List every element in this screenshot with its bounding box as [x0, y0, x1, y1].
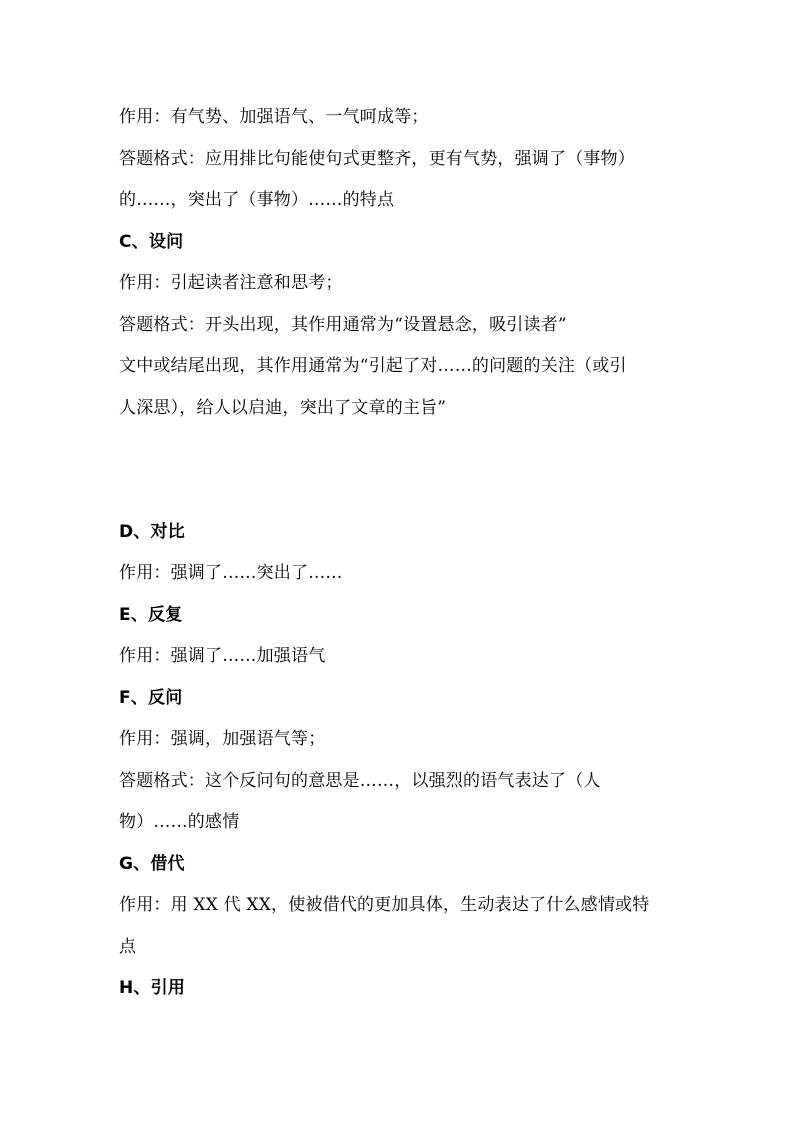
- text-line: 的……，突出了（事物）……的特点: [119, 190, 395, 210]
- text-line: 作用：有气势、加强语气、一气呵成等；: [119, 107, 429, 127]
- text-line: 文中或结尾出现，其作用通常为“引起了对……的问题的关注（或引: [119, 356, 627, 376]
- text-line: 人深思），给人以启迪，突出了文章的主旨”: [119, 398, 447, 418]
- text-line: 作用：引起读者注意和思考；: [119, 273, 343, 293]
- text-line: 作用：强调，加强语气等；: [119, 729, 326, 749]
- section-heading: E、反复: [119, 605, 183, 625]
- section-heading: D、对比: [119, 522, 185, 542]
- section-heading: G、借代: [119, 854, 185, 874]
- section-heading: F、反问: [119, 688, 183, 708]
- section-heading: H、引用: [119, 978, 186, 998]
- text-line: 作用：强调了……突出了……: [119, 563, 343, 583]
- text-line: 物）……的感情: [119, 812, 240, 832]
- text-line: 答题格式：开头出现，其作用通常为“设置悬念，吸引读者”: [119, 315, 567, 335]
- text-line: 答题格式：这个反问句的意思是……，以强烈的语气表达了（人: [119, 771, 601, 791]
- section-heading: C、设问: [119, 232, 184, 252]
- text-line: 作用：用 XX 代 XX，使被借代的更加具体，生动表达了什么感情或特: [119, 895, 650, 915]
- text-line: 点: [119, 937, 137, 957]
- text-line: 作用：强调了……加强语气: [119, 646, 326, 666]
- text-line: 答题格式：应用排比句能使句式更整齐，更有气势，强调了（事物）: [119, 149, 635, 169]
